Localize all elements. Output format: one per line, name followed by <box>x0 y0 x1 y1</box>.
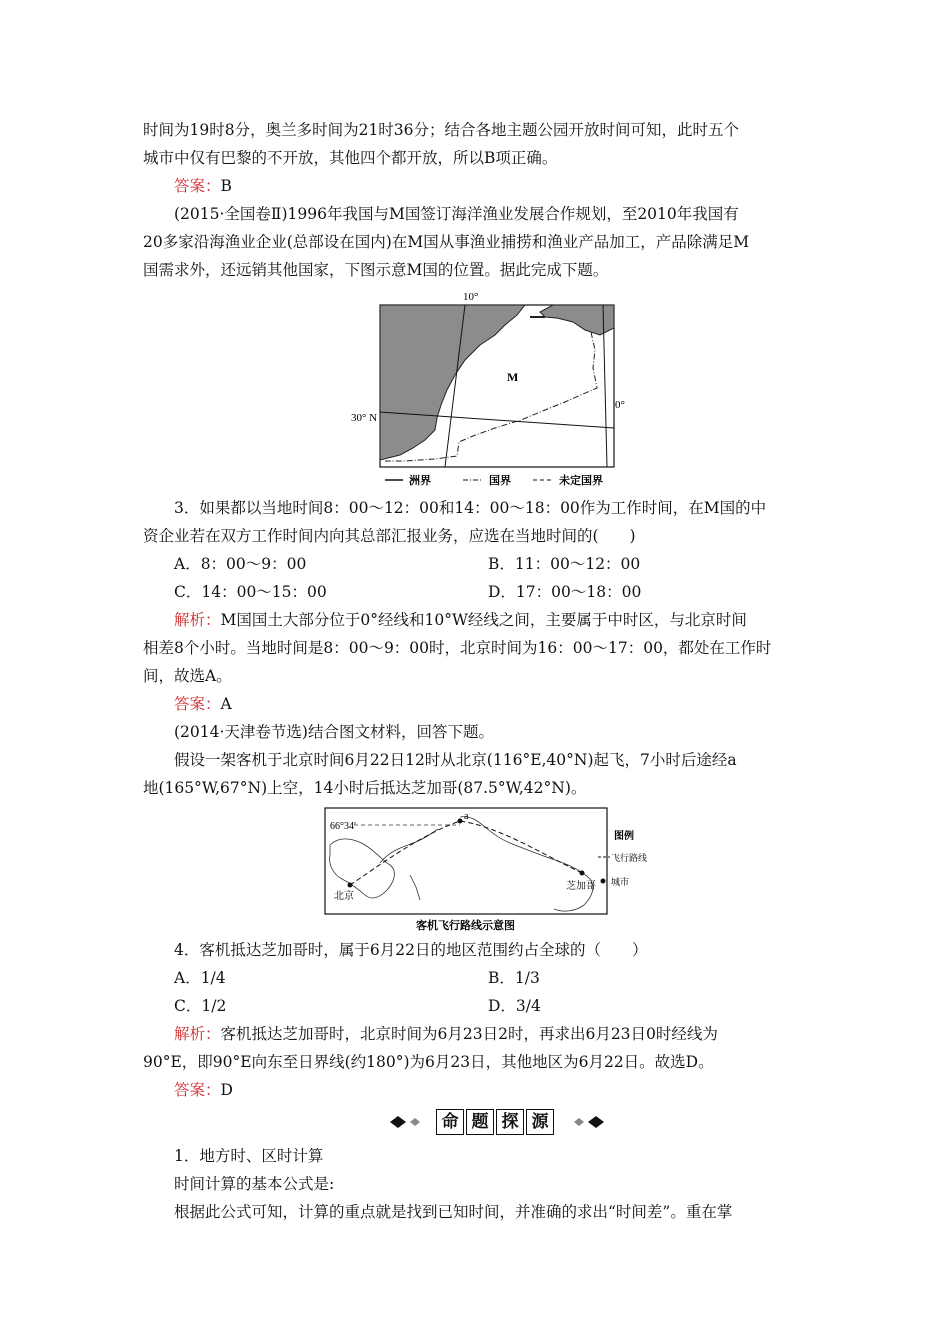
diamond-small-icon <box>410 1118 420 1126</box>
option-a: A．1/4 <box>174 969 226 987</box>
label-chicago: 芝加哥 <box>566 881 596 892</box>
text-line: 国需求外，还远销其他国家，下图示意M国的位置。据此完成下题。 <box>143 261 609 279</box>
answer-label: 答案： <box>174 695 221 713</box>
option-b: B．1/3 <box>488 969 540 987</box>
text-line: 城市中仅有巴黎的不开放，其他四个都开放，所以B项正确。 <box>143 149 558 167</box>
option-c: C．14：00～15：00 <box>174 583 327 601</box>
question-stem: 资企业若在双方工作时间内向其总部汇报业务，应选在当地时间的( ) <box>143 527 636 545</box>
option-a: A．8：00～9：00 <box>174 555 307 573</box>
text-line: (2015·全国卷Ⅱ)1996年我国与M国签订海洋渔业发展合作规划，至2010年我国有 <box>174 205 739 223</box>
explanation-text: 客机抵达芝加哥时，北京时间为6月23日2时，再求出6月23日0时经线为 <box>220 1025 718 1043</box>
answer-value: B <box>220 177 232 195</box>
explanation-label: 解析： <box>174 611 221 629</box>
explanation-line: 相差8个小时。当地时间是8：00～9：00时，北京时间为16：00～17：00，都处在工作时 <box>143 639 772 657</box>
explanation-line: 90°E，即90°E向东至日界线(约180°)为6月23日，其他地区为6月22日。故选D。 <box>143 1053 714 1071</box>
diamond-icon <box>390 1116 406 1128</box>
text-line: 时间计算的基本公式是: <box>174 1175 335 1193</box>
section-banner <box>390 1108 604 1136</box>
option-b: B．11：00～12：00 <box>488 555 641 573</box>
banner-char: 题 <box>466 1109 494 1135</box>
legend-route: 飞行路线 <box>611 854 648 864</box>
banner-char: 探 <box>496 1109 524 1135</box>
label-30n: 30° N <box>351 412 378 424</box>
answer-label: 答案： <box>174 177 221 195</box>
label-m: M <box>507 370 519 384</box>
answer-label: 答案： <box>174 1081 221 1099</box>
text-line: (2014·天津卷节选)结合图文材料，回答下题。 <box>174 723 494 741</box>
text-line: 根据此公式可知，计算的重点就是找到已知时间，并准确的求出“时间差”。重在掌 <box>174 1203 733 1221</box>
label-a: a <box>464 811 469 822</box>
label-10deg: 10° <box>463 291 479 303</box>
map-frame <box>325 808 607 914</box>
label-0deg: 0° <box>615 399 625 411</box>
text-line: 20多家沿海渔业企业(总部设在国内)在M国从事渔业捕捞和渔业产品加工，产品除满足M <box>143 233 750 251</box>
option-d: D．17：00～18：00 <box>488 583 642 601</box>
legend-continent: 洲界 <box>409 474 431 487</box>
legend-city: 城市 <box>611 878 630 888</box>
answer-line <box>174 173 808 201</box>
option-d: D．3/4 <box>488 997 541 1015</box>
map-flight-route <box>320 805 648 935</box>
explanation-text: M国国土大部分位于0°经线和10°W经线之间，主要属于中时区，与北京时间 <box>220 611 747 629</box>
map-caption: 客机飞行路线示意图 <box>416 919 515 932</box>
explanation-line <box>174 1021 808 1049</box>
diamond-icon <box>588 1116 604 1128</box>
legend-undefined: 未定国界 <box>559 474 603 487</box>
section-heading: 1．地方时、区时计算 <box>174 1147 324 1165</box>
explanation-line: 间，故选A。 <box>143 667 232 685</box>
legend-sym-city <box>601 879 606 884</box>
legend-title: 图例 <box>614 831 634 842</box>
label-arctic: 66°34′ <box>330 821 357 832</box>
answer-line <box>174 691 808 719</box>
answer-value: A <box>220 695 232 713</box>
text-line: 地(165°W,67°N)上空，14小时后抵达芝加哥(87.5°W,42°N)。 <box>143 779 587 797</box>
banner-char: 命 <box>436 1109 464 1135</box>
city-chicago <box>580 871 585 876</box>
question-stem: 4．客机抵达芝加哥时，属于6月22日的地区范围约占全球的（ ） <box>174 941 648 959</box>
legend-border: 国界 <box>489 474 511 487</box>
diamond-small-icon <box>574 1118 584 1126</box>
question-stem: 3．如果都以当地时间8：00～12：00和14：00～18：00作为工作时间，在M国的中 <box>174 499 767 517</box>
map-m-country <box>345 290 630 490</box>
answer-value: D <box>220 1081 233 1099</box>
banner-title <box>435 1109 555 1135</box>
text-line: 时间为19时8分，奥兰多时间为21时36分；结合各地主题公园开放时间可知，此时五个 <box>143 121 740 139</box>
point-a <box>458 819 463 824</box>
option-c: C．1/2 <box>174 997 227 1015</box>
explanation-label: 解析： <box>174 1025 221 1043</box>
banner-char: 源 <box>526 1109 554 1135</box>
text-line: 假设一架客机于北京时间6月22日12时从北京(116°E,40°N)起飞，7小时后途经a <box>174 751 737 769</box>
explanation-line <box>174 607 808 635</box>
answer-line <box>174 1077 808 1105</box>
city-beijing <box>348 883 353 888</box>
label-beijing: 北京 <box>334 891 354 902</box>
